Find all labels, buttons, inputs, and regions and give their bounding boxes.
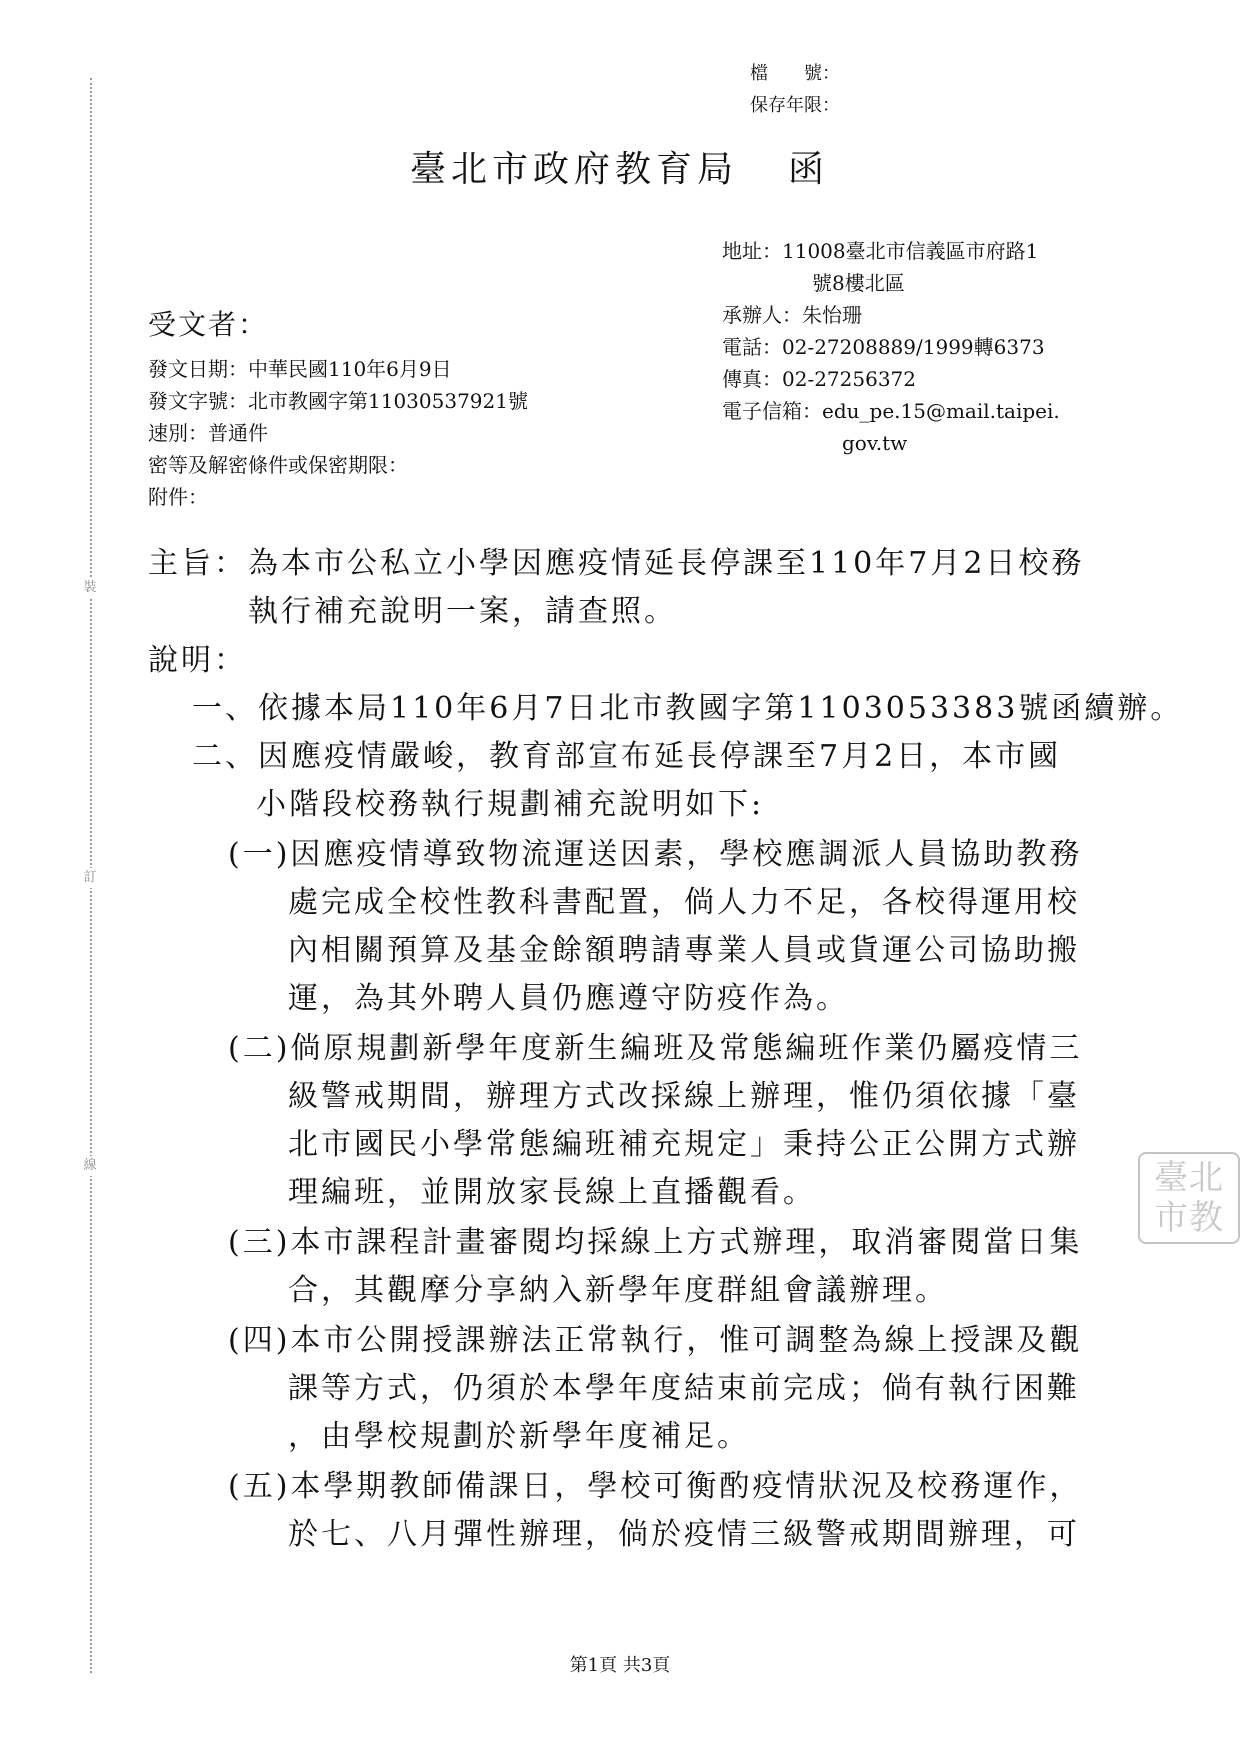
binding-mark-ding: 訂 xyxy=(81,868,99,888)
document-type: 函 xyxy=(788,149,830,190)
sub-item-4-line-2: 課等方式，仍須於本學年度結束前完成；倘有執行困難 xyxy=(288,1371,1080,1406)
sub-item-5-line-2: 於七、八月彈性辦理，倘於疫情三級警戒期間辦理，可 xyxy=(288,1517,1080,1552)
seal-row-1: 臺北 xyxy=(1154,1158,1224,1198)
sub-item-2-line-4: 理編班，並開放家長線上直播觀看。 xyxy=(288,1175,816,1210)
sub-item-1-line-4: 運，為其外聘人員仍應遵守防疫作為。 xyxy=(288,981,849,1016)
sub-item-5-line-1: (五)本學期教師備課日，學校可衡酌疫情狀況及校務運作， xyxy=(228,1469,1083,1504)
sub-item-2-line-3: 北市國民小學常態編班補充規定」秉持公正公開方式辦 xyxy=(288,1127,1080,1162)
page-title xyxy=(410,148,829,192)
official-seal-stamp xyxy=(1138,1152,1240,1244)
sub-item-3-line-2: 合，其觀摩分享納入新學年度群組會議辦理。 xyxy=(288,1273,948,1308)
address-line-1: 地址：11008臺北市信義區市府路1 xyxy=(722,239,1039,263)
retention-period-label: 保存年限： xyxy=(750,95,840,116)
binding-mark-xian: 線 xyxy=(81,1156,99,1176)
subject-line-1: 為本市公私立小學因應疫情延長停課至110年7月2日校務 xyxy=(248,546,1085,581)
sub-item-4-line-3: ，由學校規劃於新學年度補足。 xyxy=(288,1419,750,1454)
subject-line-2: 執行補充說明一案，請查照。 xyxy=(248,594,677,629)
binding-mark-zhuang: 裝 xyxy=(81,578,99,598)
sub-item-2-line-1: (二)倘原規劃新學年度新生編班及常態編班作業仍屬疫情三 xyxy=(228,1031,1083,1066)
secrecy-level: 密等及解密條件或保密期限： xyxy=(148,453,408,477)
explanation-label: 說明： xyxy=(148,643,247,678)
address-line-2: 號8樓北區 xyxy=(812,271,905,295)
issue-date: 發文日期：中華民國110年6月9日 xyxy=(148,357,452,381)
document-number: 發文字號：北市教國字第11030537921號 xyxy=(148,389,528,413)
seal-row-2: 市教 xyxy=(1154,1198,1224,1238)
handler: 承辦人：朱怡珊 xyxy=(722,303,862,327)
item-two-line-1: 二、因應疫情嚴峻，教育部宣布延長停課至7月2日，本市國 xyxy=(192,739,1062,774)
sub-item-1-line-3: 內相關預算及基金餘額聘請專業人員或貨運公司協助搬 xyxy=(288,933,1080,968)
email-line-1: 電子信箱：edu_pe.15@mail.taipei. xyxy=(722,399,1060,423)
sub-item-1-line-2: 處完成全校性教科書配置，倘人力不足，各校得運用校 xyxy=(288,885,1080,920)
email-line-2: gov.tw xyxy=(842,431,908,455)
sub-item-2-line-2: 級警戒期間，辦理方式改採線上辦理，惟仍須依據「臺 xyxy=(288,1079,1080,1114)
subject-label: 主旨： xyxy=(148,546,247,581)
item-one: 一、依據本局110年6月7日北市教國字第1103053383號函續辦。 xyxy=(192,691,1184,726)
delivery-speed: 速別：普通件 xyxy=(148,421,268,445)
item-two-line-2: 小階段校務執行規劃補充說明如下: xyxy=(256,787,765,822)
recipient-label: 受文者： xyxy=(148,308,269,341)
sub-item-1-line-1: (一)因應疫情導致物流運送因素，學校應調派人員協助教務 xyxy=(228,837,1083,872)
page-number: 第1頁 共3頁 xyxy=(569,1655,671,1676)
sub-item-3-line-1: (三)本市課程計畫審閱均採線上方式辦理，取消審閱當日集 xyxy=(228,1225,1083,1260)
agency-name: 臺北市政府教育局 xyxy=(410,149,739,190)
phone: 電話：02-27208889/1999轉6373 xyxy=(722,335,1045,359)
sub-item-4-line-1: (四)本市公開授課辦法正常執行，惟可調整為線上授課及觀 xyxy=(228,1323,1083,1358)
file-number-label: 檔 號： xyxy=(750,63,840,84)
fax: 傳真：02-27256372 xyxy=(722,367,917,391)
attachment-label: 附件： xyxy=(148,485,208,509)
